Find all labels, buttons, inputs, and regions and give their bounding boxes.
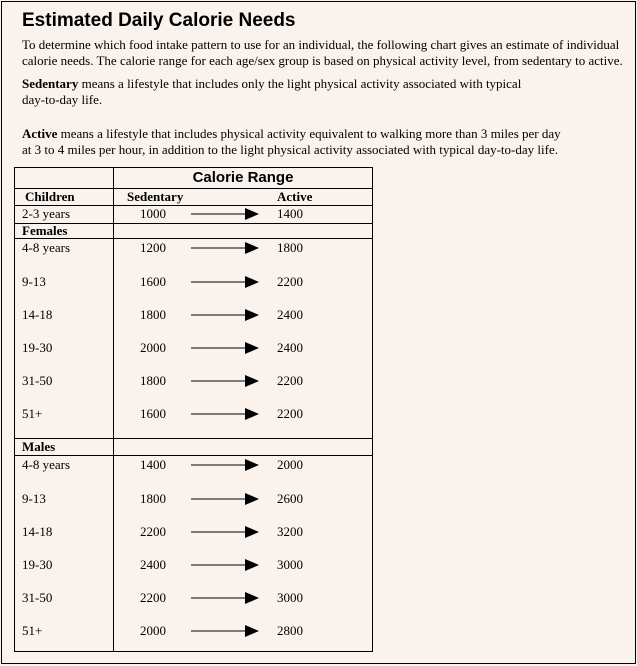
active-value: 2400 [277, 340, 303, 355]
active-value: 2600 [277, 491, 303, 506]
children-divider [15, 223, 372, 224]
age-group: 31-50 [22, 373, 53, 388]
calorie-table [14, 167, 373, 652]
sedentary-header: Sedentary [127, 189, 184, 204]
active-value: 1800 [277, 240, 303, 255]
sedentary-value: 2000 [140, 340, 166, 355]
arrow-right-icon [191, 375, 259, 387]
males-divider [15, 455, 372, 456]
table-row [15, 240, 372, 256]
active-value: 2200 [277, 406, 303, 421]
age-group: 19-30 [22, 340, 53, 355]
table-row [15, 206, 372, 222]
active-definition [22, 126, 562, 157]
sedentary-value: 1200 [140, 240, 166, 255]
table-row [15, 340, 372, 356]
active-value: 1400 [277, 206, 303, 221]
table-row [15, 373, 372, 389]
page-title: Estimated Daily Calorie Needs [22, 10, 296, 31]
active-value: 2400 [277, 307, 303, 322]
active-value: 3000 [277, 590, 303, 605]
table-row [15, 457, 372, 473]
arrow-right-icon [191, 493, 259, 505]
table-row [15, 307, 372, 323]
active-value: 2000 [277, 457, 303, 472]
age-group: 51+ [22, 406, 43, 421]
table-row [15, 491, 372, 507]
sedentary-term: Sedentary [22, 76, 79, 91]
sedentary-value: 1800 [140, 491, 166, 506]
age-group: 9-13 [22, 274, 46, 289]
arrow-right-icon [191, 342, 259, 354]
table-row [15, 406, 372, 422]
table-row [15, 623, 372, 639]
calorie-range-title: Calorie Range [192, 169, 294, 186]
table-row [15, 557, 372, 573]
sedentary-value: 1600 [140, 406, 166, 421]
age-group: 4-8 years [22, 240, 71, 255]
sedentary-value: 2200 [140, 524, 166, 539]
arrow-right-icon [191, 559, 259, 571]
active-term: Active [22, 126, 58, 141]
sedentary-value: 1600 [140, 274, 166, 289]
sedentary-text: means a lifestyle that includes only the light physical activity associated with typical day-to-day life. [22, 76, 522, 107]
age-group: 2-3 years [22, 206, 71, 221]
age-group: 14-18 [22, 307, 53, 322]
sedentary-value: 1800 [140, 373, 166, 388]
active-value: 2200 [277, 373, 303, 388]
calorie-chart-page [1, 1, 636, 664]
arrow-right-icon [191, 309, 259, 321]
age-group: 51+ [22, 623, 43, 638]
intro-paragraph: To determine which food intake pattern to use for an individual, the following chart gives an estimate of individual calorie needs. The calorie range for each age/sex group is based on physical activity level, from sedentary to active. [22, 37, 623, 68]
sedentary-definition [22, 76, 537, 107]
active-value: 3000 [277, 557, 303, 572]
table-row [15, 590, 372, 606]
females-label: Females [22, 223, 68, 238]
active-text: means a lifestyle that includes physical activity equivalent to walking more than 3 miles per day at 3 to 4 miles per hour, in addition to the light physical activity associated with typical day-to-day life. [22, 126, 561, 157]
age-group: 4-8 years [22, 457, 71, 472]
active-header: Active [277, 189, 313, 204]
arrow-right-icon [191, 526, 259, 538]
age-group: 31-50 [22, 590, 53, 605]
sedentary-value: 2400 [140, 557, 166, 572]
age-group: 9-13 [22, 491, 46, 506]
table-row [15, 524, 372, 540]
arrow-right-icon [191, 208, 259, 220]
active-value: 3200 [277, 524, 303, 539]
age-group: 19-30 [22, 557, 53, 572]
sedentary-value: 2200 [140, 590, 166, 605]
children-header: Children [25, 189, 75, 204]
sedentary-value: 1000 [140, 206, 166, 221]
females-divider [15, 238, 372, 239]
sedentary-value: 1800 [140, 307, 166, 322]
sedentary-value: 1400 [140, 457, 166, 472]
table-row [15, 274, 372, 290]
sedentary-value: 2000 [140, 623, 166, 638]
arrow-right-icon [191, 242, 259, 254]
males-top-divider [15, 438, 372, 439]
active-value: 2800 [277, 623, 303, 638]
males-label: Males [22, 439, 56, 454]
age-group: 14-18 [22, 524, 53, 539]
arrow-right-icon [191, 408, 259, 420]
arrow-right-icon [191, 625, 259, 637]
arrow-right-icon [191, 592, 259, 604]
arrow-right-icon [191, 276, 259, 288]
active-value: 2200 [277, 274, 303, 289]
arrow-right-icon [191, 459, 259, 471]
